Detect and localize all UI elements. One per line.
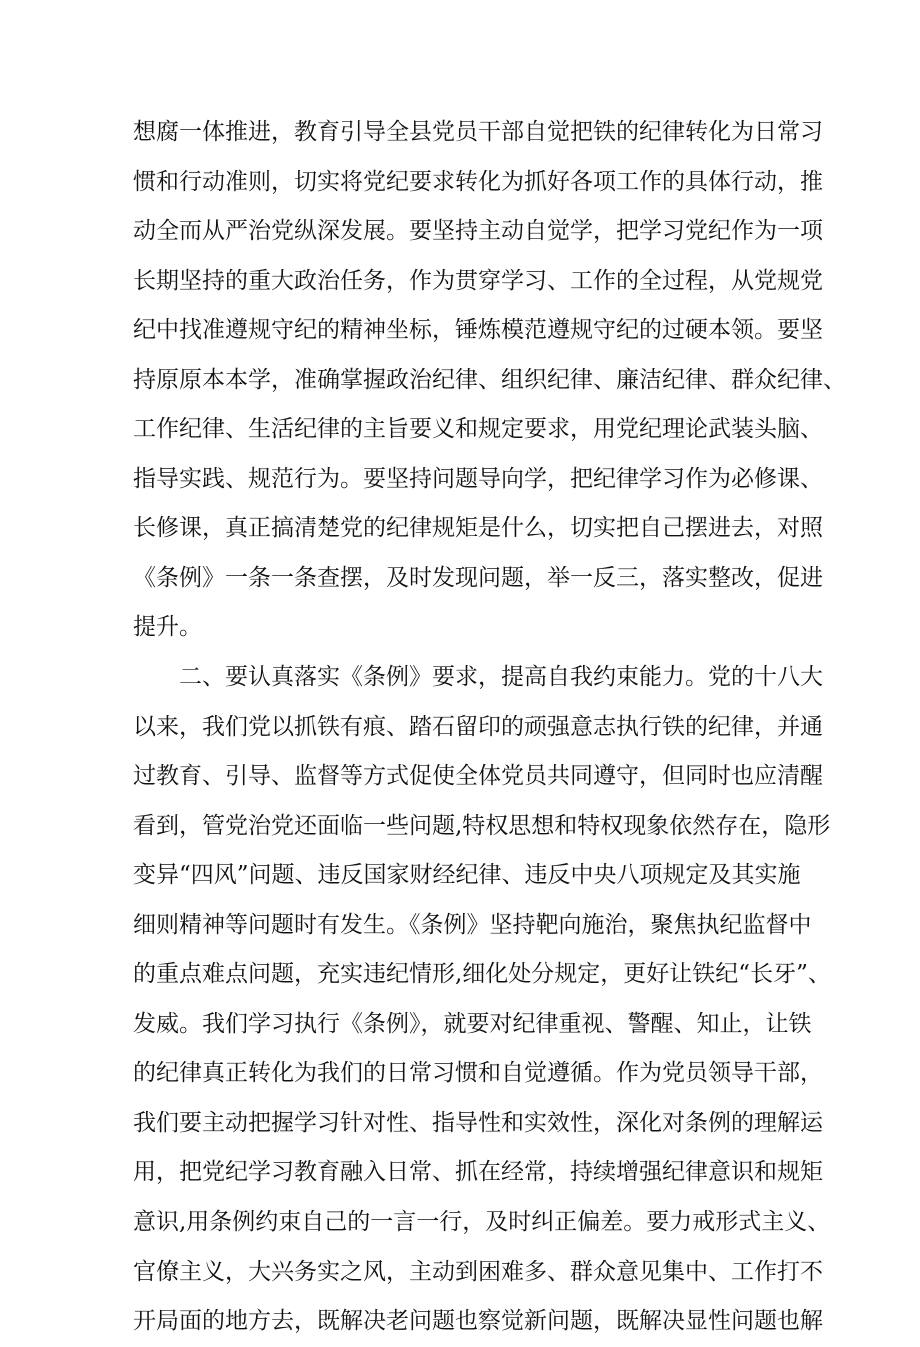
text-line: 细则精神等问题时有发生。《条例》坚持靶向施治，聚焦执纪监督中 bbox=[133, 911, 812, 938]
text-line: 的纪律真正转化为我们的日常习惯和自觉遵循。作为党员领导干部， bbox=[133, 1060, 823, 1087]
text-line: 的重点难点问题，充实违纪情形,细化处分规定，更好让铁纪“长牙”、 bbox=[133, 961, 831, 988]
body-text bbox=[133, 108, 846, 1347]
text-line: 长期坚持的重大政治任务，作为贯穿学习、工作的全过程，从党规党 bbox=[133, 267, 823, 294]
text-line: 我们要主动把握学习针对性、指导性和实效性，深化对条例的理解运 bbox=[133, 1109, 823, 1136]
section-heading-line: 二、要认真落实《条例》要求，提高自我约束能力。党的十八大 bbox=[179, 664, 823, 691]
text-line: 纪中找准遵规守纪的精神坐标，锤炼模范遵规守纪的过硬本领。要坚 bbox=[133, 317, 823, 344]
text-line: 过教育、引导、监督等方式促使全体党员共同遵守，但同时也应清醒 bbox=[133, 763, 823, 790]
text-line: 意识,用条例约束自己的一言一行，及时纠正偏差。要力戒形式主义、 bbox=[133, 1209, 831, 1236]
text-line: 开局面的地方去，既解决老问题也察觉新问题，既解决显性问题也解 bbox=[133, 1308, 823, 1335]
text-line: 持原原本本学，准确掌握政治纪律、组织纪律、廉洁纪律、群众纪律、 bbox=[133, 366, 846, 393]
text-line: 用，把党纪学习教育融入日常、抓在经常，持续增强纪律意识和规矩 bbox=[133, 1159, 823, 1186]
text-line: 提升。 bbox=[133, 614, 202, 641]
text-line: 惯和行动准则，切实将党纪要求转化为抓好各项工作的具体行动，推 bbox=[133, 168, 823, 195]
text-line: 《条例》一条一条查摆，及时发现问题，举一反三，落实整改，促进 bbox=[133, 564, 823, 591]
text-line: 以来，我们党以抓铁有痕、踏石留印的顽强意志执行铁的纪律，并通 bbox=[133, 713, 823, 740]
text-line: 工作纪律、生活纪律的主旨要义和规定要求，用党纪理论武装头脑、 bbox=[133, 416, 823, 443]
text-line: 指导实践、规范行为。要坚持问题导向学，把纪律学习作为必修课、 bbox=[133, 465, 823, 492]
text-line: 官僚主义，大兴务实之风，主动到困难多、群众意见集中、工作打不 bbox=[133, 1258, 823, 1285]
text-line: 变异“四风”问题、违反国家财经纪律、违反中央八项规定及其实施 bbox=[133, 862, 801, 889]
text-line: 长修课，真正搞清楚党的纪律规矩是什么，切实把自己摆进去，对照 bbox=[133, 515, 823, 542]
text-line: 发威。我们学习执行《条例》，就要对纪律重视、警醒、知止，让铁 bbox=[133, 1010, 812, 1037]
text-line: 动全而从严治党纵深发展。要坚持主动自觉学，把学习党纪作为一项 bbox=[133, 218, 823, 245]
text-line: 看到，管党治党还面临一些问题,特权思想和特权现象依然存在，隐形 bbox=[133, 812, 831, 839]
text-line: 想腐一体推进，教育引导全县党员干部自觉把铁的纪律转化为日常习 bbox=[133, 119, 823, 145]
